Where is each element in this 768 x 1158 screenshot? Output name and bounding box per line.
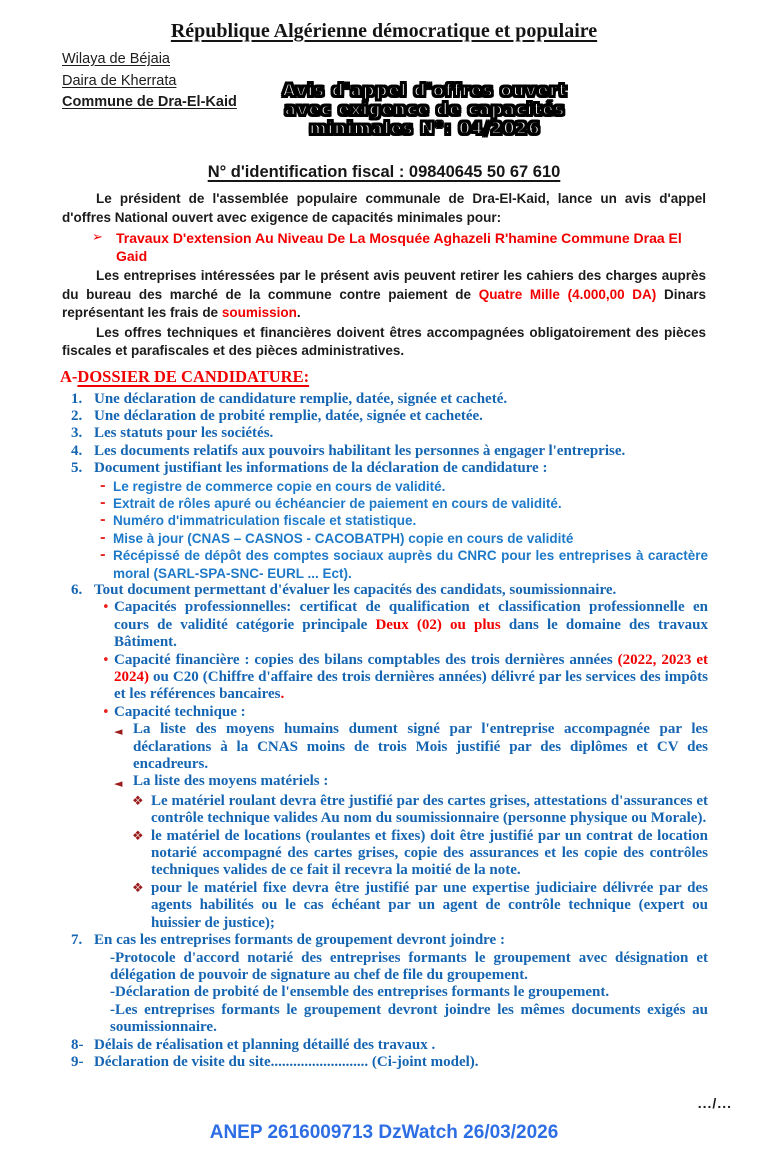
intro-section xyxy=(62,190,706,361)
intro-paragraph-3 xyxy=(62,324,706,361)
diamond-bullet-icon: ❖ xyxy=(132,880,144,896)
list-item-text xyxy=(110,984,708,1001)
list-item-plaindash xyxy=(62,1002,708,1037)
text-segment: Deux (02) ou plus xyxy=(375,616,501,633)
list-item-diamond xyxy=(62,793,708,828)
list-item-arrow xyxy=(62,721,708,773)
text-segment: ou C20 (Chiffre d'affaire des trois dernières années) délivré par les services des impôts et les références bancaires xyxy=(114,669,708,703)
text-segment: Récépissé de dépôt des comptes sociaux auprès du CNRC pour les entreprises à caractère moral (SARL-SPA-SNC- EURL ... Ect). xyxy=(113,548,708,581)
list-number: 3. xyxy=(71,425,83,442)
list-item-text xyxy=(114,599,708,651)
list-item-arrow xyxy=(62,773,708,792)
project-title: Travaux D'extension Au Niveau De La Mosquée Aghazeli R'hamine Commune Draa El Gaid xyxy=(116,230,682,264)
text-segment: Les documents relatifs aux pouvoirs habilitant les personnes à engager l'entreprise. xyxy=(94,442,626,459)
text-segment: En cas les entreprises formants de groupement devront joindre : xyxy=(94,932,505,949)
text-segment: Une déclaration de probité remplie, datée, signée et cachetée. xyxy=(94,407,483,424)
list-item-text xyxy=(110,1002,708,1037)
list-item-text xyxy=(133,773,708,790)
list-number: 2. xyxy=(71,407,83,424)
dash-bullet-icon: - xyxy=(100,494,106,511)
text-segment: Délais de réalisation et planning détaillé des travaux . xyxy=(94,1036,436,1053)
text-segment: Le registre de commerce copie en cours de validité. xyxy=(113,478,446,494)
list-item-num xyxy=(62,408,708,425)
list-item-text xyxy=(113,547,708,582)
list-item-plaindash xyxy=(62,950,708,985)
list-item-text xyxy=(113,478,708,495)
text-segment: dans le domaine des travaux Bâtiment. xyxy=(114,616,709,651)
notice-title xyxy=(205,81,645,138)
list-item-text xyxy=(94,932,708,949)
candidature-list xyxy=(62,391,708,1072)
text-segment: Le matériel roulant devra être justifié par des cartes grises, attestations d'assurances et contrôle technique valides Au nom du soumissionnaire (personne physique ou Morale). xyxy=(151,792,708,827)
daira-line: Daira de Kherrata xyxy=(62,72,177,89)
dash-bullet-icon: - xyxy=(100,547,106,564)
list-item-dash xyxy=(62,478,708,495)
text-segment: -Protocole d'accord notarié des entreprises formants le groupement avec désignation et délégation de pouvoir de signature au chef de file du groupement. xyxy=(110,949,708,983)
dot-bullet-icon: • xyxy=(102,704,110,720)
text-segment: Les entreprises intéressées par le présent avis peuvent retirer les cahiers des charges auprès du bureau des marché de la commune contre paiement de xyxy=(62,268,706,302)
arrowhead-bullet-icon: ➢ xyxy=(92,230,103,245)
section-a-title: DOSSIER DE CANDIDATURE: xyxy=(77,366,310,386)
notice-title-line-1: Avis d'appel d'offres ouvert xyxy=(282,81,568,100)
list-item-text xyxy=(114,704,708,721)
text-segment: Document justifiant les informations de la déclaration de candidature : xyxy=(94,460,548,477)
intro-paragraph-2 xyxy=(62,267,706,323)
text-segment: Tout document permettant d'évaluer les capacités des candidats, soumissionnaire. xyxy=(94,581,617,598)
text-segment: le matériel de locations (roulantes et fixes) doit être justifié par un contrat de location notarié accompagné des cartes grises, copie des assurances et les copie des contrôles techniques valides de ce fait il recevra la moitié de la note. xyxy=(151,827,708,879)
diamond-bullet-icon: ❖ xyxy=(132,828,144,844)
text-segment: pour le matériel fixe devra être justifié par une expertise judiciaire délivrée par des agents habilités ou le cas échéant par un agent de contrôle technique (expert ou huissier de justice); xyxy=(151,879,708,931)
list-item-text xyxy=(94,443,708,460)
section-a-heading xyxy=(60,367,768,387)
page-title-text: République Algérienne démocratique et populaire xyxy=(170,20,598,42)
list-item-text xyxy=(113,495,708,512)
list-item-text xyxy=(151,880,708,932)
left-arrow-bullet-icon: ◄ xyxy=(114,725,123,739)
list-item-diamond xyxy=(62,880,708,932)
text-segment: La liste des moyens matériels : xyxy=(133,773,329,790)
dot-bullet-icon: • xyxy=(102,652,110,668)
commune-line: Commune de Dra-El-Kaid xyxy=(62,94,237,110)
list-item-text xyxy=(94,460,708,477)
text-segment: Capacité financière : copies des bilans comptables des trois dernières années xyxy=(114,651,618,668)
text-segment: . xyxy=(280,686,285,703)
text-segment: -Les entreprises formants le groupement devront joindre les mêmes documents exigés au soumissionnaire. xyxy=(110,1001,708,1036)
list-number: 4. xyxy=(71,442,83,459)
text-segment: (2022, 2023 et 2024) xyxy=(114,651,708,685)
list-item-num xyxy=(62,443,708,460)
dash-bullet-icon: - xyxy=(100,477,106,494)
dot-bullet-icon: • xyxy=(102,600,110,616)
text-segment: Numéro d'immatriculation fiscale et statistique. xyxy=(113,513,417,529)
list-item-text xyxy=(94,425,708,442)
list-item-text xyxy=(151,828,708,880)
continuation-mark: .../... xyxy=(697,1095,732,1112)
list-number: 7. xyxy=(71,932,83,949)
list-item-text xyxy=(113,512,708,529)
notice-title-line-3: minimales N°: 04/2026 xyxy=(309,119,541,138)
list-item-text xyxy=(94,582,708,599)
text-segment: Les statuts pour les sociétés. xyxy=(94,425,274,442)
tender-notice-document xyxy=(0,20,768,1158)
list-item-diamond xyxy=(62,828,708,880)
dash-bullet-icon: - xyxy=(100,529,106,546)
section-a-label: A- xyxy=(60,366,78,386)
text-segment: Les offres techniques et financières doivent êtres accompagnées obligatoirement des pièces fiscales et parafiscales et des pièces administratives. xyxy=(62,324,706,358)
list-number: 8- xyxy=(71,1036,84,1053)
text-segment: Quatre Mille (4.000,00 DA) xyxy=(478,286,657,302)
list-item-num xyxy=(62,425,708,442)
text-segment: Extrait de rôles apuré ou échéancier de paiement en cours de validité. xyxy=(113,495,562,511)
text-segment: Une déclaration de candidature remplie, datée, signée et cacheté. xyxy=(94,390,508,407)
fiscal-id-text: N° d'identification fiscal : 09840645 50 67 610 xyxy=(207,163,561,181)
list-item-dash xyxy=(62,547,708,582)
list-number: 1. xyxy=(71,390,83,407)
list-item-text xyxy=(94,1054,708,1071)
list-item-text xyxy=(110,950,708,985)
text-segment: Capacité technique : xyxy=(114,703,246,720)
left-arrow-bullet-icon: ◄ xyxy=(114,777,123,791)
list-item-num xyxy=(62,582,708,599)
text-segment: Capacités professionnelles: certificat de qualification et classification professionnelle en cours de validité catégorie principale xyxy=(114,599,708,633)
list-item-bullet xyxy=(62,704,708,721)
wilaya-line: Wilaya de Béjaia xyxy=(62,51,170,67)
list-item-dash xyxy=(62,530,708,547)
text-segment: -Déclaration de probité de l'ensemble des entreprises formants le groupement. xyxy=(110,984,610,1001)
intro-paragraph-1 xyxy=(62,190,706,227)
text-segment: . xyxy=(296,305,301,320)
page-title xyxy=(0,20,768,43)
list-item-num xyxy=(62,391,708,408)
list-item-num xyxy=(62,460,708,477)
list-item-text xyxy=(113,530,708,547)
list-item-text xyxy=(94,391,708,408)
list-item-dash xyxy=(62,495,708,512)
list-item-bullet xyxy=(62,652,708,704)
text-segment: soumission xyxy=(221,305,297,320)
list-item-bullet xyxy=(62,599,708,651)
anep-footer: ANEP 2616009713 DzWatch 26/03/2026 xyxy=(209,1122,559,1143)
document-header xyxy=(0,49,768,151)
text-segment: Mise à jour (CNAS – CASNOS - CACOBATPH) copie en cours de validité xyxy=(113,530,574,546)
list-item-text xyxy=(114,652,708,704)
list-item-num xyxy=(62,932,708,949)
text-segment: La liste des moyens humains dument signé par l'entreprise accompagnée par les déclarations à la CNAS moins de trois Mois justifié par des diplômes et CV des encadreurs. xyxy=(133,721,708,773)
text-segment: Le président de l'assemblée populaire communale de Dra-El-Kaid, lance un avis d'appel d'offres National ouvert avec exigence de capacités minimales pour: xyxy=(62,191,706,225)
project-item xyxy=(92,229,706,265)
list-item-text xyxy=(133,721,708,773)
notice-title-line-2: avec exigence de capacités xyxy=(284,100,566,119)
list-item-text xyxy=(151,793,708,828)
text-segment: Dinars représentant les frais de xyxy=(62,286,706,320)
list-item-dash xyxy=(62,512,708,529)
list-item-num xyxy=(62,1037,708,1054)
list-item-num xyxy=(62,1054,708,1071)
fiscal-id-line xyxy=(0,163,768,182)
diamond-bullet-icon: ❖ xyxy=(132,793,144,809)
list-number: 5. xyxy=(71,460,83,477)
list-item-text xyxy=(94,1037,708,1054)
list-number: 9- xyxy=(71,1053,84,1070)
text-segment: Déclaration de visite du site.......................... (Ci-joint model). xyxy=(94,1053,479,1070)
list-item-text xyxy=(94,408,708,425)
list-item-plaindash xyxy=(62,984,708,1001)
dash-bullet-icon: - xyxy=(100,512,106,529)
list-number: 6. xyxy=(71,581,83,598)
